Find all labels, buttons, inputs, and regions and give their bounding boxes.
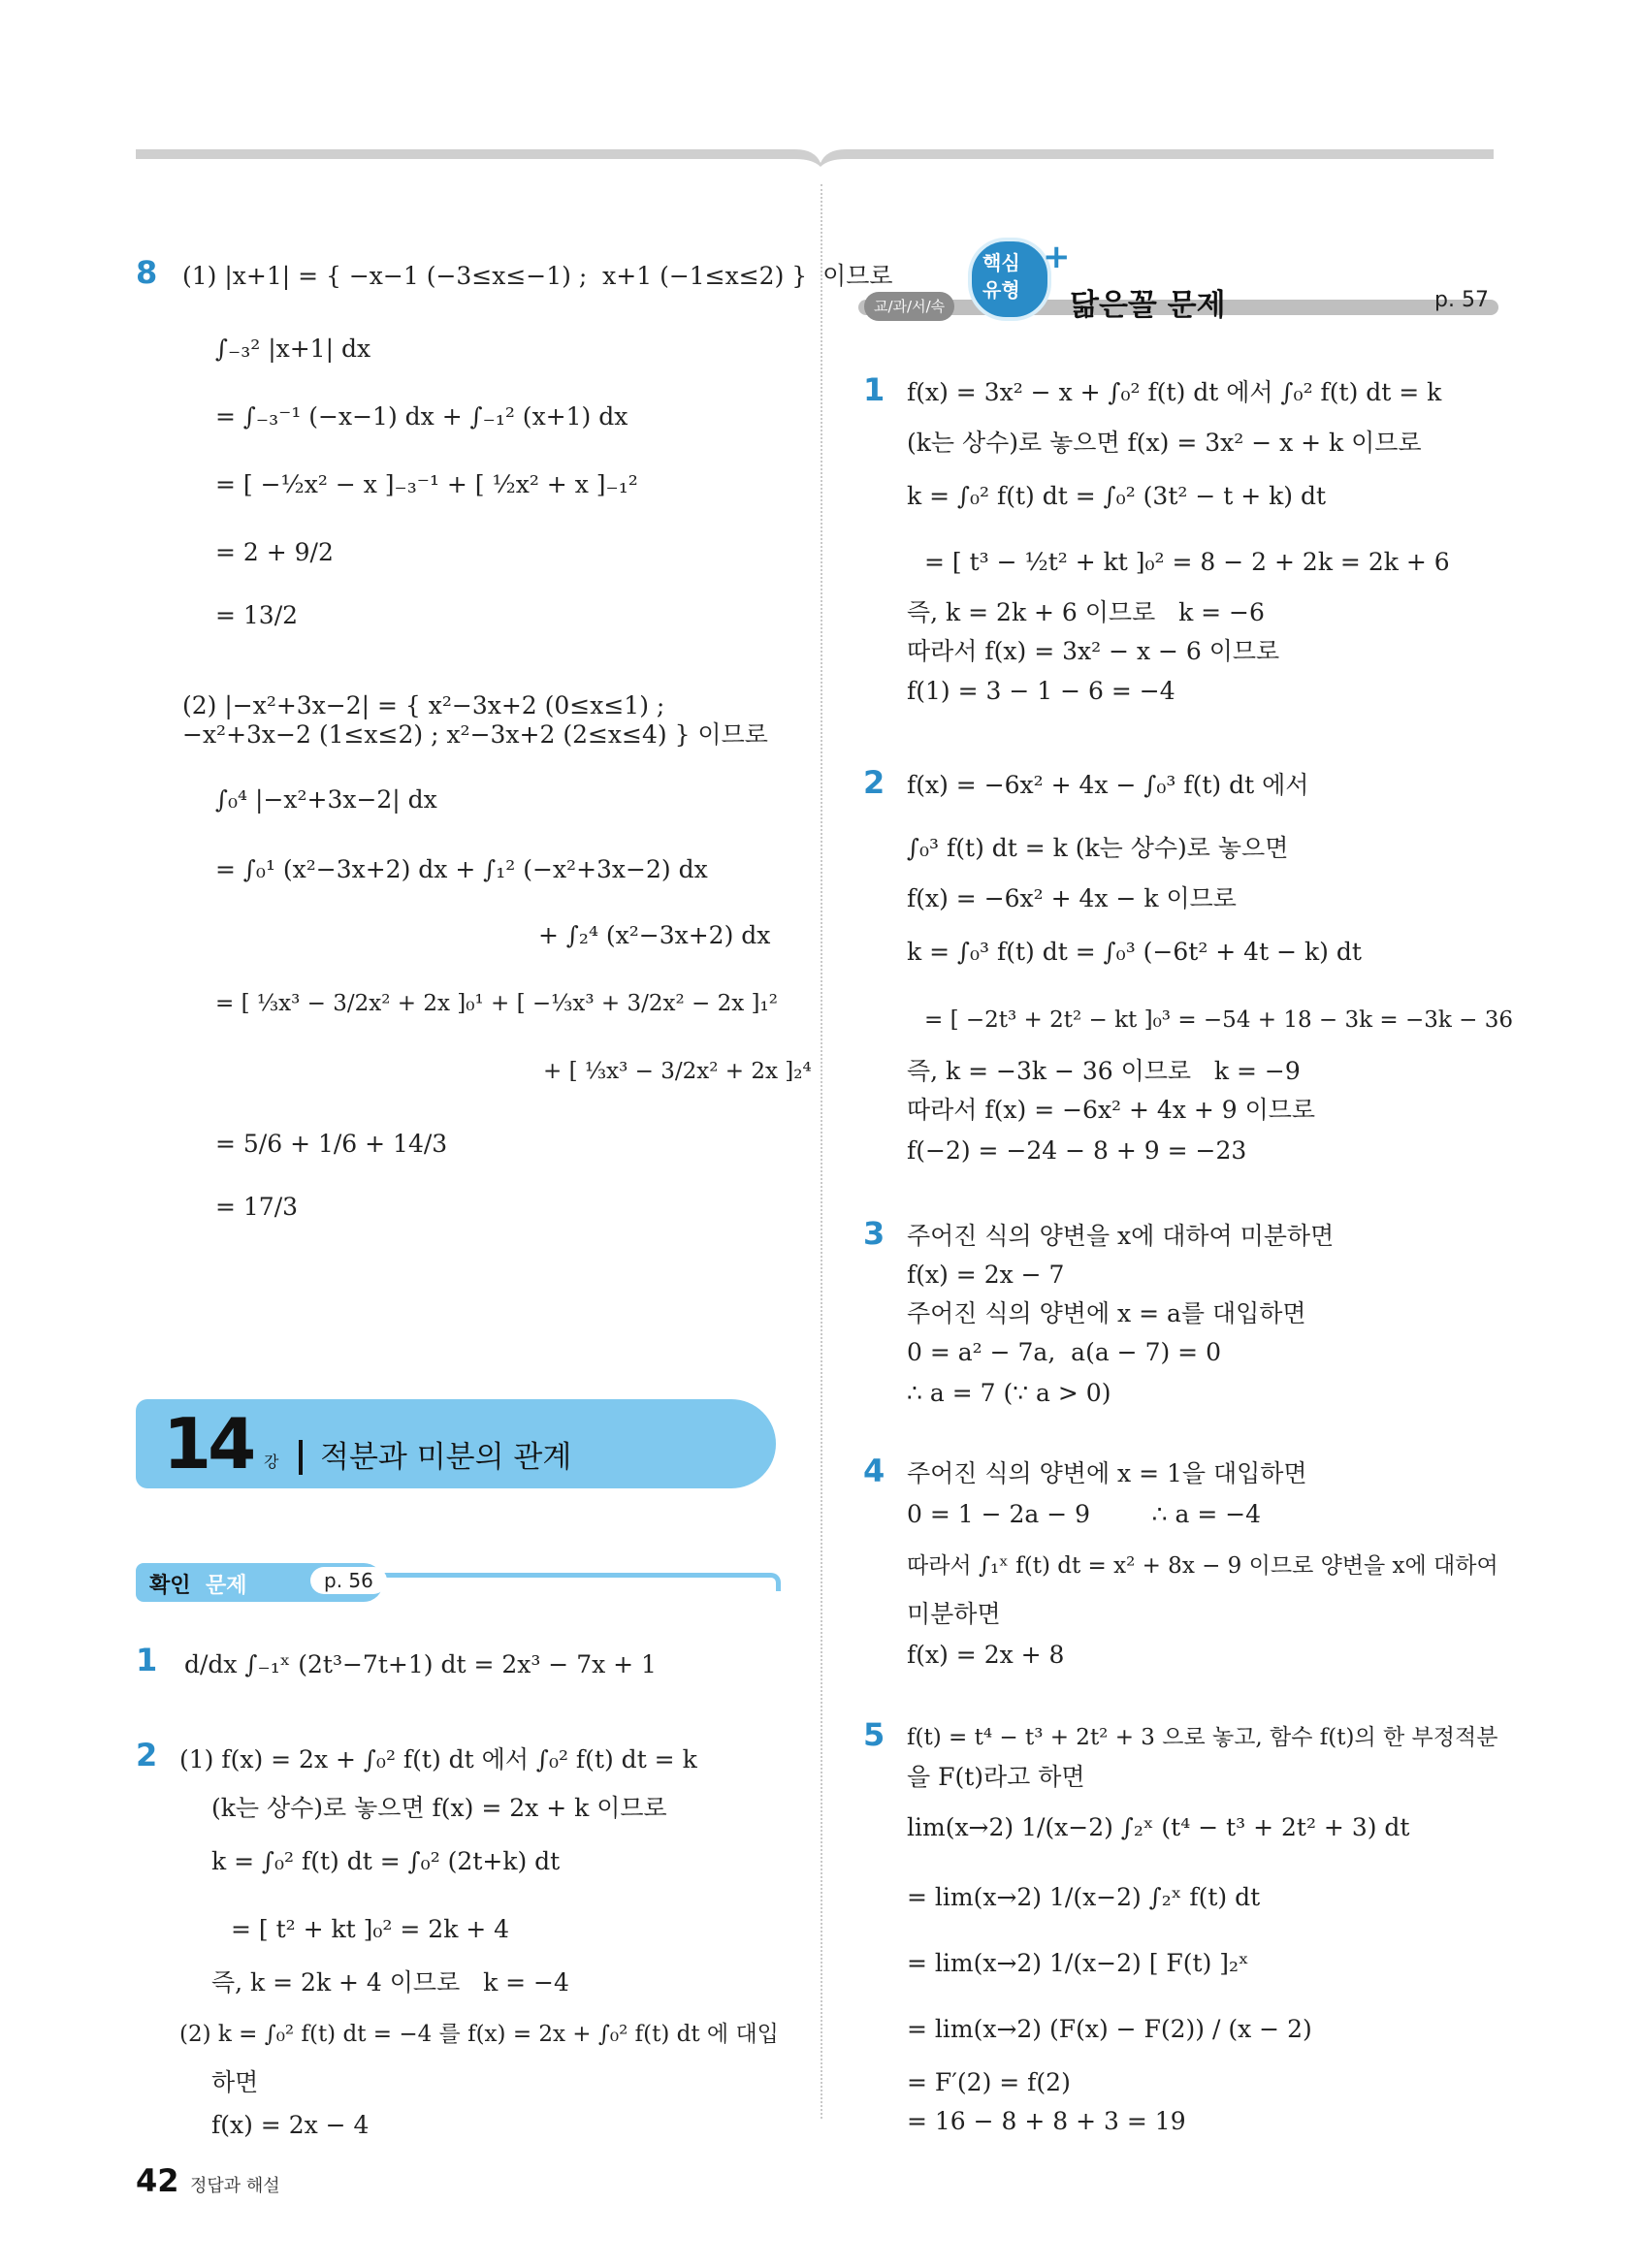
lesson-banner — [136, 1399, 776, 1488]
problem-number: 2 — [136, 1737, 158, 1773]
solution-line: 주어진 식의 양변에 x = a를 대입하면 — [907, 1299, 1306, 1327]
solution-line: = lim(x→2) 1/(x−2) ∫₂ˣ f(t) dt — [907, 1883, 1261, 1911]
solution-line: f(x) = 2x + 8 — [907, 1641, 1065, 1669]
solution-line: f(t) = t⁴ − t³ + 2t² + 3 으로 놓고, 함수 f(t)의 한 부정적분 — [907, 1725, 1498, 1750]
lesson-number: 14 — [163, 1403, 253, 1485]
solution-line: + ∫₂⁴ (x²−3x+2) dx — [538, 921, 771, 949]
problem-number: 1 — [863, 371, 885, 408]
solution-line: 즉, k = 2k + 4 이므로 k = −4 — [211, 1968, 569, 1996]
solution-line: = ∫₀¹ (x²−3x+2) dx + ∫₁² (−x²+3x−2) dx — [215, 855, 708, 883]
solution-line: 주어진 식의 양변에 x = 1을 대입하면 — [907, 1459, 1307, 1487]
solution-line: 하면 — [211, 2068, 259, 2096]
solution-line: = ∫₋₃⁻¹ (−x−1) dx + ∫₋₁² (x+1) dx — [215, 402, 628, 431]
tab-label-a: 확인 — [149, 1574, 191, 1598]
solution-line: f(1) = 3 − 1 − 6 = −4 — [907, 677, 1175, 705]
lesson-divider — [299, 1440, 303, 1475]
column-divider — [821, 184, 822, 2119]
solution-line: f(x) = 2x − 7 — [907, 1261, 1065, 1289]
problem-number: 5 — [863, 1716, 885, 1753]
solution-line: 즉, k = −3k − 36 이므로 k = −9 — [907, 1057, 1301, 1085]
problem-number: 4 — [863, 1453, 885, 1489]
header-page-ref: p. 57 — [1434, 288, 1489, 312]
badge-text-b: 유형 — [982, 278, 1020, 302]
solution-line: 0 = 1 − 2a − 9 ∴ a = −4 — [907, 1500, 1262, 1528]
check-problems-tab — [136, 1563, 781, 1613]
solution-line: 따라서 f(x) = 3x² − x − 6 이므로 — [907, 637, 1280, 665]
solution-line: k = ∫₀³ f(t) dt = ∫₀³ (−6t² + 4t − k) dt — [907, 938, 1362, 966]
solution-line: = [ t³ − ½t² + kt ]₀² = 8 − 2 + 2k = 2k + 6 — [924, 548, 1450, 576]
solution-line: 따라서 ∫₁ˣ f(t) dt = x² + 8x − 9 이므로 양변을 x에 대하여 — [907, 1553, 1498, 1579]
solution-line: = 13/2 — [215, 601, 299, 629]
solution-line: (1) f(x) = 2x + ∫₀² f(t) dt 에서 ∫₀² f(t) dt = k — [179, 1745, 697, 1773]
solution-line: (k는 상수)로 놓으면 f(x) = 2x + k 이므로 — [211, 1794, 667, 1822]
solution-line: lim(x→2) 1/(x−2) ∫₂ˣ (t⁴ − t³ + 2t² + 3) dt — [907, 1813, 1410, 1841]
problem-number: 8 — [136, 254, 158, 291]
problem-number: 2 — [863, 764, 885, 801]
solution-line: ∴ a = 7 (∵ a > 0) — [907, 1379, 1111, 1407]
problem-number: 3 — [863, 1215, 885, 1252]
solution-line: k = ∫₀² f(t) dt = ∫₀² (3t² − t + k) dt — [907, 482, 1327, 510]
problem-number: 1 — [136, 1642, 158, 1678]
solution-line: (1) |x+1| = { −x−1 (−3≤x≤−1) ; x+1 (−1≤x≤2) } 이므로 — [182, 262, 893, 290]
solution-line: (2) |−x²+3x−2| = { x²−3x+2 (0≤x≤1) ; −x²+3x−2 (1≤x≤2) ; x²−3x+2 (2≤x≤4) } 이므로 — [182, 691, 768, 749]
solution-line: = [ ⅓x³ − 3/2x² + 2x ]₀¹ + [ −⅓x³ + 3/2x² − 2x ]₁² — [215, 991, 778, 1016]
solution-line: = 16 − 8 + 8 + 3 = 19 — [907, 2107, 1186, 2135]
tab-label-b: 문제 — [206, 1574, 247, 1598]
solution-line: f(x) = 3x² − x + ∫₀² f(t) dt 에서 ∫₀² f(t) dt = k — [907, 378, 1442, 406]
solution-line: f(x) = −6x² + 4x − ∫₀³ f(t) dt 에서 — [907, 771, 1309, 799]
solution-line: + [ ⅓x³ − 3/2x² + 2x ]₂⁴ — [543, 1059, 812, 1084]
solution-line: f(x) = 2x − 4 — [211, 2111, 370, 2139]
tab-rail — [369, 1573, 781, 1591]
badge-text-a: 핵심 — [982, 251, 1020, 274]
solution-line: d/dx ∫₋₁ˣ (2t³−7t+1) dt = 2x³ − 7x + 1 — [184, 1650, 657, 1678]
solution-line: 을 F(t)라고 하면 — [907, 1763, 1085, 1791]
solution-line: f(−2) = −24 − 8 + 9 = −23 — [907, 1136, 1247, 1165]
header-tag: 교/과/서/속 — [864, 292, 954, 321]
solution-line: = [ −2t³ + 2t² − kt ]₀³ = −54 + 18 − 3k = −3k − 36 — [924, 1007, 1513, 1033]
solution-line: = lim(x→2) 1/(x−2) [ F(t) ]₂ˣ — [907, 1949, 1249, 1977]
solution-line: 따라서 f(x) = −6x² + 4x + 9 이므로 — [907, 1096, 1316, 1124]
solution-line: = [ −½x² − x ]₋₃⁻¹ + [ ½x² + x ]₋₁² — [215, 470, 638, 498]
top-decorative-bar — [136, 149, 1494, 167]
solution-line: 주어진 식의 양변을 x에 대하여 미분하면 — [907, 1222, 1335, 1250]
solution-line: ∫₀³ f(t) dt = k (k는 상수)로 놓으면 — [907, 834, 1289, 862]
header-title: 닮은꼴 문제 — [1070, 288, 1226, 323]
lesson-suffix: 강 — [264, 1453, 279, 1471]
solution-line: = lim(x→2) (F(x) − F(2)) / (x − 2) — [907, 2015, 1312, 2043]
page-number: 42 — [136, 2162, 179, 2199]
solution-line: (k는 상수)로 놓으면 f(x) = 3x² − x + k 이므로 — [907, 429, 1422, 457]
solution-line: 즉, k = 2k + 6 이므로 k = −6 — [907, 598, 1265, 626]
footer-label: 정답과 해설 — [190, 2176, 280, 2196]
solution-line: 미분하면 — [907, 1600, 1001, 1628]
solution-line: ∫₀⁴ |−x²+3x−2| dx — [215, 785, 437, 814]
section-header — [858, 238, 1498, 335]
solution-line: k = ∫₀² f(t) dt = ∫₀² (2t+k) dt — [211, 1847, 561, 1875]
tab-page-ref: p. 56 — [310, 1567, 387, 1594]
badge-plus: + — [1043, 238, 1071, 276]
solution-line: = F′(2) = f(2) — [907, 2068, 1071, 2096]
solution-line: = 2 + 9/2 — [215, 538, 334, 566]
solution-line: = 5/6 + 1/6 + 14/3 — [215, 1130, 448, 1158]
solution-line: = 17/3 — [215, 1193, 299, 1221]
solution-line: ∫₋₃² |x+1| dx — [215, 335, 371, 363]
solution-line: = [ t² + kt ]₀² = 2k + 4 — [231, 1915, 510, 1943]
lesson-title: 적분과 미분의 관계 — [320, 1440, 572, 1475]
solution-line: (2) k = ∫₀² f(t) dt = −4 를 f(x) = 2x + ∫₀² f(t) dt 에 대입 — [179, 2022, 779, 2047]
solution-line: f(x) = −6x² + 4x − k 이므로 — [907, 884, 1237, 912]
solution-line: 0 = a² − 7a, a(a − 7) = 0 — [907, 1338, 1221, 1366]
